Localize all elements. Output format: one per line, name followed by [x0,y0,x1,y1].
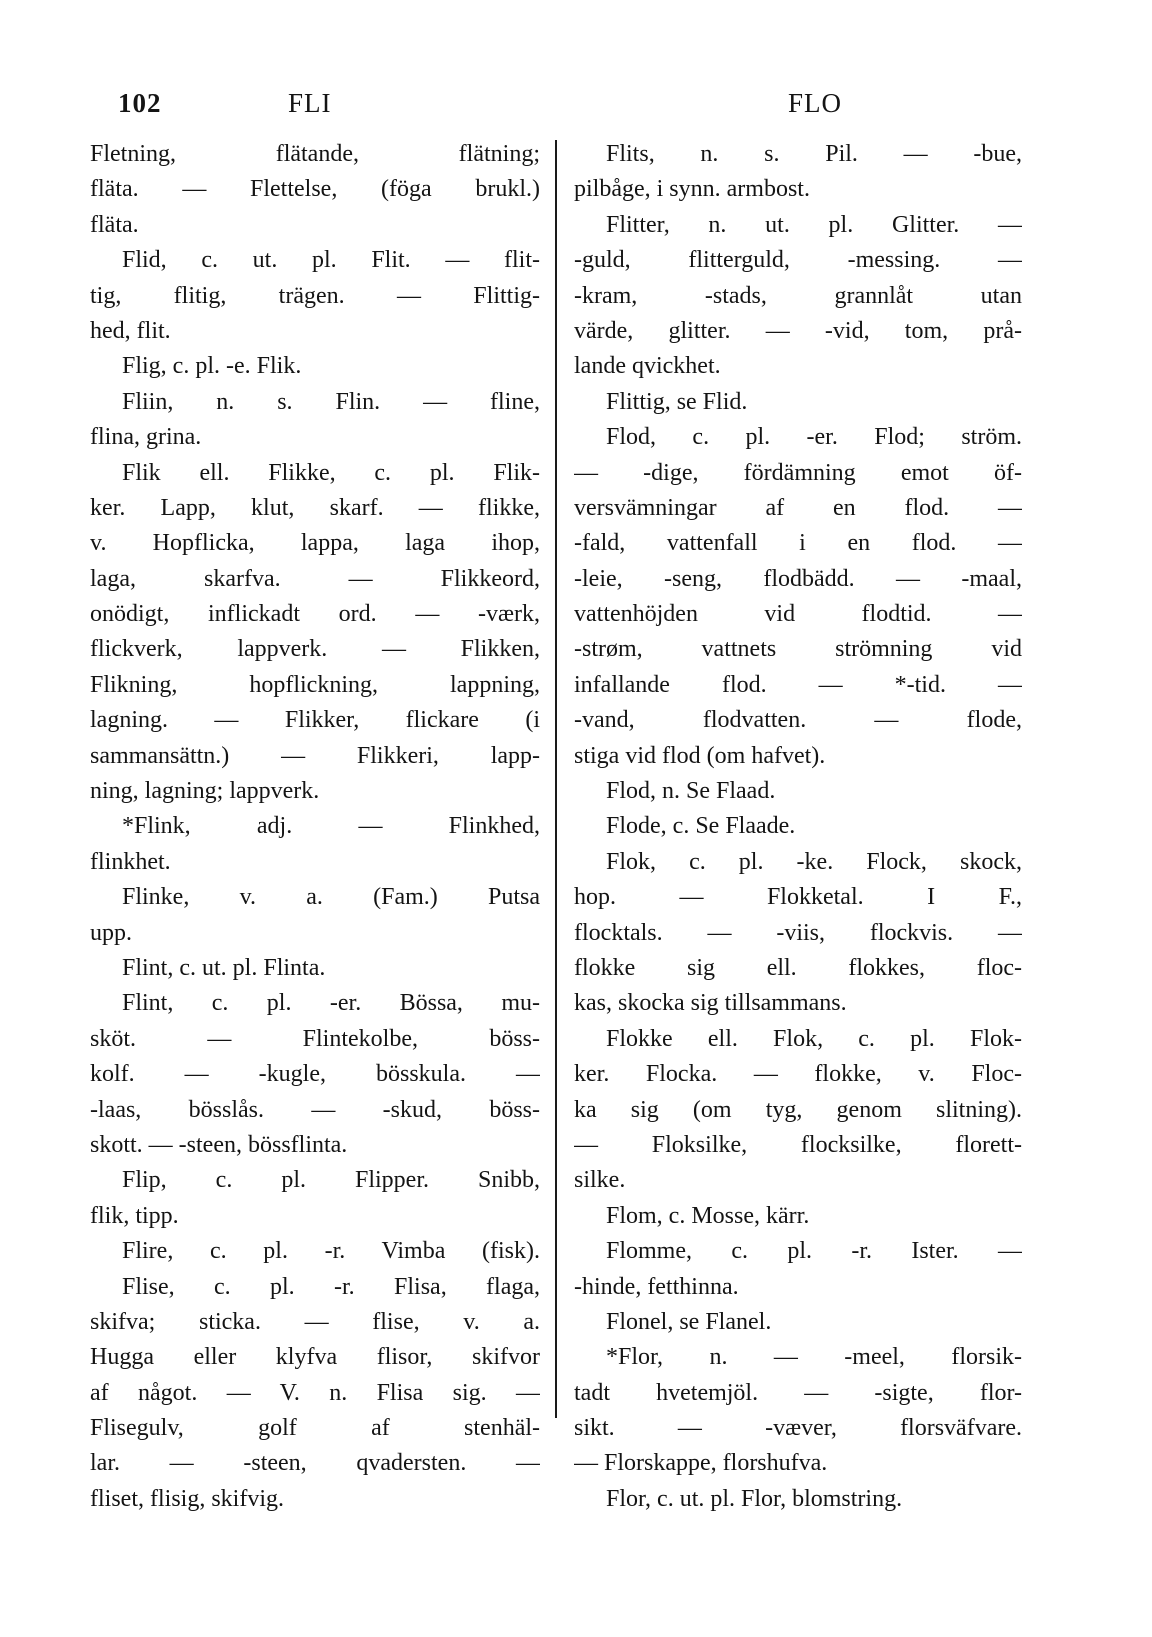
text-line: Flokke ell. Flok, c. pl. Flok- [606,1025,1022,1052]
text-line: stiga vid flod (om hafvet). [574,742,826,769]
text-line: Flonel, se Flanel. [606,1308,772,1335]
text-line: Flip, c. pl. Flipper. Snibb, [122,1167,540,1194]
text-line: Flomme, c. pl. -r. Ister. — [606,1238,1022,1265]
text-line: sköt. — Flintekolbe, böss- [90,1025,540,1052]
text-line: Flom, c. Mosse, kärr. [606,1202,810,1229]
text-line: sammansättn.) — Flikkeri, lapp- [90,742,540,769]
text-line: Flinke, v. a. (Fam.) Putsa [122,884,540,911]
text-line: Hugga eller klyfva flisor, skifvor [90,1344,540,1371]
text-line: -leie, -seng, flodbädd. — -maal, [574,565,1022,592]
text-line: -vand, flodvatten. — flode, [574,707,1022,734]
text-line: lande qvickhet. [574,353,721,380]
text-line: fliset, flisig, skifvig. [90,1485,284,1512]
left-guide-word: FLI [288,88,332,118]
text-line: Flod, c. pl. -er. Flod; ström. [606,424,1022,451]
column-divider [555,140,557,1418]
text-line: Flisegulv, golf af stenhäl- [90,1415,540,1442]
text-line: Flitter, n. ut. pl. Glitter. — [606,211,1022,238]
text-line: Flits, n. s. Pil. — -bue, [606,141,1022,167]
text-line: laga, skarfva. — Flikkeord, [90,565,540,592]
page-header [0,88,1152,128]
text-line: Flittig, se Flid. [606,388,748,415]
text-line: fläta. — Flettelse, (föga brukl.) [90,176,540,203]
text-line: Fletning, flätande, flätning; [90,141,540,167]
text-line: tig, flitig, trägen. — Flittig- [90,282,540,309]
text-line: sikt. — -væver, florsväfvare. [574,1415,1022,1442]
text-line: *Flor, n. — -meel, florsik- [606,1344,1022,1371]
text-line: Flig, c. pl. -e. Flik. [122,353,302,380]
text-line: hed, flit. [90,317,171,344]
text-line: flocktals. — -viis, flockvis. — [574,919,1022,946]
text-line: värde, glitter. — -vid, tom, prå- [574,317,1022,344]
text-line: hop. — Flokketal. I F., [574,884,1022,911]
text-line: -hinde, fetthinna. [574,1273,739,1300]
text-line: flina, grina. [90,424,202,451]
text-line: skott. — -steen, bössflinta. [90,1131,348,1158]
text-line: -strøm, vattnets strömning vid [574,636,1022,663]
text-line: Flode, c. Se Flaade. [606,813,796,840]
text-line: lar. — -steen, qvadersten. — [90,1450,540,1477]
text-line: *Flink, adj. — Flinkhed, [122,813,540,840]
left-column [90,137,540,1517]
text-line: kolf. — -kugle, bösskula. — [90,1061,540,1088]
text-line: — Florskappe, florshufva. [574,1450,828,1477]
text-line: Flint, c. pl. -er. Bössa, mu- [122,990,540,1017]
text-line: Flor, c. ut. pl. Flor, blomstring. [606,1485,903,1512]
text-line: silke. [574,1167,626,1194]
text-line: Flik ell. Flikke, c. pl. Flik- [122,459,540,486]
text-line: upp. [90,919,132,946]
page-number: 102 [118,88,162,118]
text-line: -kram, -stads, grannlåt utan [574,282,1022,309]
text-line: tadt hvetemjöl. — -sigte, flor- [574,1379,1022,1406]
text-line: Flok, c. pl. -ke. Flock, skock, [606,848,1022,875]
text-line: skifva; sticka. — flise, v. a. [90,1308,540,1335]
text-line: kas, skocka sig tillsammans. [574,990,847,1017]
text-line: ning, lagning; lappverk. [90,778,320,805]
right-column [574,137,1022,1517]
text-line: v. Hopflicka, lappa, laga ihop, [90,530,540,557]
text-line: Flise, c. pl. -r. Flisa, flaga, [122,1273,540,1300]
text-line: Fliin, n. s. Flin. — fline, [122,388,540,415]
text-line: -laas, bösslås. — -skud, böss- [90,1096,540,1123]
text-line: flickverk, lappverk. — Flikken, [90,636,540,663]
text-line: af något. — V. n. Flisa sig. — [90,1379,540,1406]
text-line: versvämningar af en flod. — [574,494,1022,521]
text-line: vattenhöjden vid flodtid. — [574,601,1022,628]
text-line: flokke sig ell. flokkes, floc- [574,954,1022,981]
text-line: flik, tipp. [90,1202,179,1229]
text-line: -fald, vattenfall i en flod. — [574,530,1022,557]
text-line: ker. Flocka. — flokke, v. Floc- [574,1061,1022,1088]
text-line: ka sig (om tyg, genom slitning). [574,1096,1022,1123]
text-line: -guld, flitterguld, -messing. — [574,247,1022,274]
text-line: Flikning, hopflickning, lappning, [90,671,540,698]
text-line: flinkhet. [90,848,171,875]
text-line: onödigt, inflickadt ord. — -værk, [90,601,540,628]
text-line: ker. Lapp, klut, skarf. — flikke, [90,494,540,521]
text-line: pilbåge, i synn. armbost. [574,176,810,203]
text-line: Flod, n. Se Flaad. [606,778,776,805]
text-line: Flint, c. ut. pl. Flinta. [122,954,326,981]
text-line: Flid, c. ut. pl. Flit. — flit- [122,247,540,274]
text-line: infallande flod. — *-tid. — [574,671,1022,698]
right-guide-word: FLO [788,88,843,118]
text-line: — -dige, fördämning emot öf- [574,459,1022,486]
text-line: fläta. [90,211,139,238]
text-line: — Floksilke, flocksilke, florett- [574,1131,1022,1158]
text-line: lagning. — Flikker, flickare (i [90,707,540,734]
text-line: Flire, c. pl. -r. Vimba (fisk). [122,1238,540,1265]
